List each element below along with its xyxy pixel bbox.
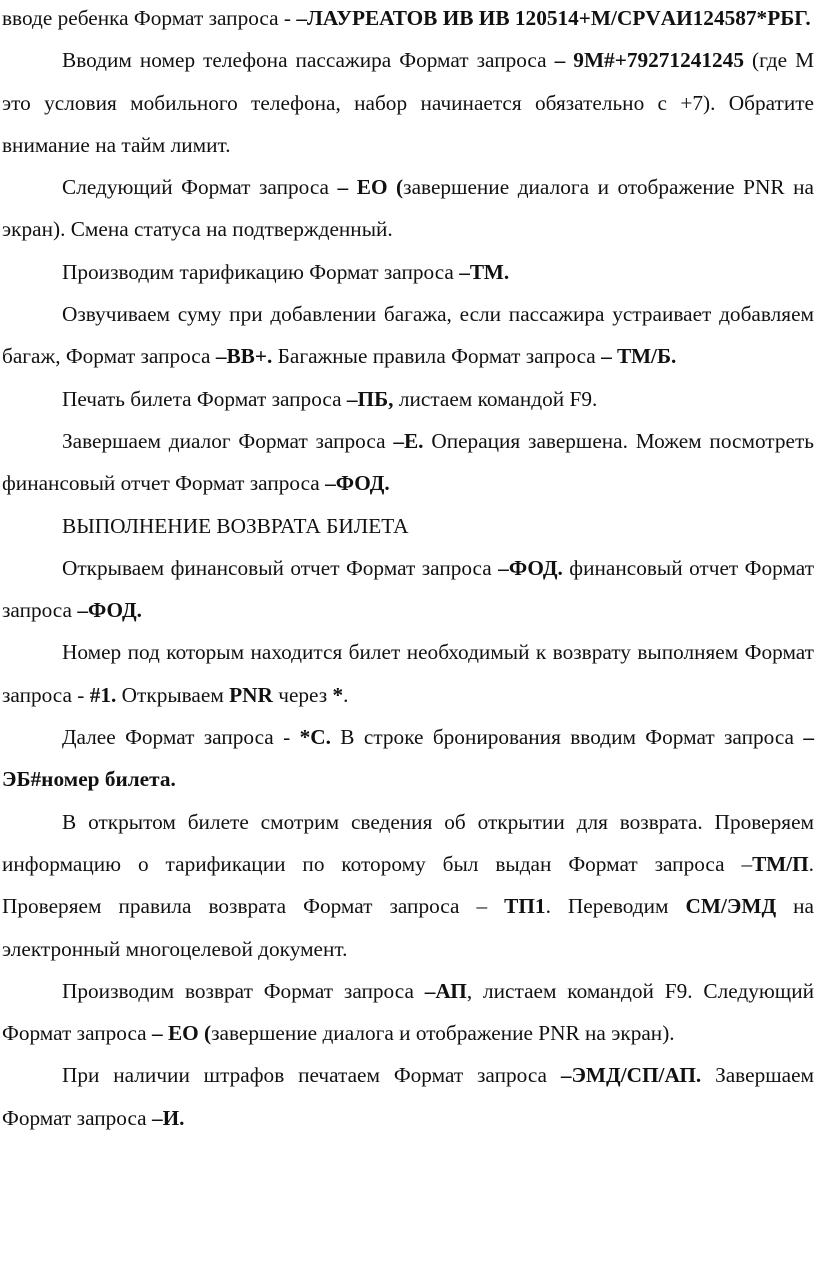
text-run: Открываем финансовый отчет Формат запроса	[62, 555, 499, 580]
paragraph	[2, 1054, 814, 1139]
text-run: Завершаем Формат запроса	[2, 1063, 815, 1130]
text-run: Вводим номер телефона пассажира Формат запроса	[62, 48, 555, 73]
command-code: –ЛАУРЕАТОВ ИВ ИВ 120514+М/СРVАИ124587*РБГ.	[296, 6, 811, 30]
text-run: Производим тарификацию Формат запроса	[62, 259, 460, 284]
text-run: .	[343, 682, 349, 707]
command-code: *С.	[299, 725, 331, 750]
text-run: Операция завершена. Можем посмотреть финансовый отчет Формат запроса	[2, 428, 814, 496]
command-code: –Е.	[393, 428, 424, 453]
text-run: завершение диалога и отображение PNR на экран). Смена статуса на подтвержденный.	[2, 175, 814, 242]
command-code: –ФОД.	[325, 471, 390, 496]
text-run: (где М это условия мобильного телефона, набор начинается обязательно с +7). Обратите внимание на тайм лимит.	[2, 48, 815, 157]
paragraph	[2, 293, 814, 378]
paragraph	[2, 39, 814, 166]
text-run: через	[272, 682, 333, 707]
paragraph	[2, 0, 814, 39]
command-code: – ЕО (	[151, 1021, 212, 1046]
text-run: Завершаем диалог Формат запроса	[62, 428, 394, 453]
text-run: финансовый отчет Формат запроса	[2, 555, 814, 623]
text-run: При наличии штрафов печатаем Формат запроса	[62, 1063, 561, 1088]
text-run: Багажные правила Формат запроса	[272, 344, 602, 369]
paragraph	[2, 251, 814, 293]
command-code: –АП	[424, 978, 467, 1003]
section-heading	[2, 505, 814, 547]
command-code: –ФОД.	[498, 555, 563, 580]
command-code: СМ/ЭМД	[685, 894, 777, 919]
text-run: Производим возврат Формат запроса	[62, 978, 425, 1003]
text-run: , листаем командой F9. Следующий Формат запроса	[2, 978, 814, 1046]
paragraph	[2, 420, 814, 505]
command-code: PNR	[229, 682, 273, 707]
command-code: *	[332, 682, 344, 707]
command-code: –ФОД.	[77, 598, 142, 623]
command-code: –ТМ.	[459, 259, 510, 284]
paragraph	[2, 801, 814, 970]
text-run: В строке бронирования вводим Формат запроса	[330, 725, 804, 750]
text-run: Печать билета Формат запроса	[62, 386, 347, 411]
paragraph	[2, 970, 814, 1055]
text-run: на электронный многоцелевой документ.	[2, 894, 814, 961]
text-run: . Переводим	[545, 894, 686, 919]
command-code: –ЭМД/СП/АП.	[560, 1063, 702, 1088]
text-run: Открываем	[116, 682, 230, 707]
command-code: –И.	[151, 1105, 185, 1130]
text-run: Озвучиваем суму при добавлении багажа, если пассажира устраивает добавляем багаж, Формат запроса	[2, 302, 814, 369]
text-run: Номер под которым находится билет необходимый к возврату выполняем Формат запроса -	[2, 640, 814, 707]
command-code: ТМ/П	[752, 851, 809, 876]
paragraph	[2, 547, 814, 632]
command-code: ТП1	[504, 894, 546, 919]
paragraph	[2, 166, 814, 251]
command-code: –ВВ+.	[215, 344, 273, 369]
text-run: завершение диалога и отображение PNR на экран).	[211, 1021, 675, 1046]
command-code: – ТМ/Б.	[601, 344, 677, 369]
text-run: ВЫПОЛНЕНИЕ ВОЗВРАТА БИЛЕТА	[62, 513, 409, 538]
text-run: листаем командой F9.	[393, 386, 598, 411]
command-code: –ПБ,	[346, 386, 394, 411]
command-code: – 9М#+79271241245	[554, 48, 744, 73]
text-run: В открытом билете смотрим сведения об открытии для возврата. Проверяем информацию о тарификации по которому был выдан Формат запроса –	[2, 809, 814, 876]
text-run: вводе ребенка Формат запроса -	[2, 6, 297, 30]
text-run: Далее Формат запроса -	[62, 725, 300, 750]
command-code: – ЕО (	[337, 175, 404, 200]
paragraph	[2, 631, 814, 716]
command-code: #1.	[89, 682, 117, 707]
command-code: – ЭБ#номер билета.	[2, 725, 815, 792]
text-run: . Проверяем правила возврата Формат запроса –	[2, 851, 814, 919]
paragraph	[2, 716, 814, 801]
paragraph	[2, 378, 814, 420]
text-run: Следующий Формат запроса	[62, 175, 338, 200]
